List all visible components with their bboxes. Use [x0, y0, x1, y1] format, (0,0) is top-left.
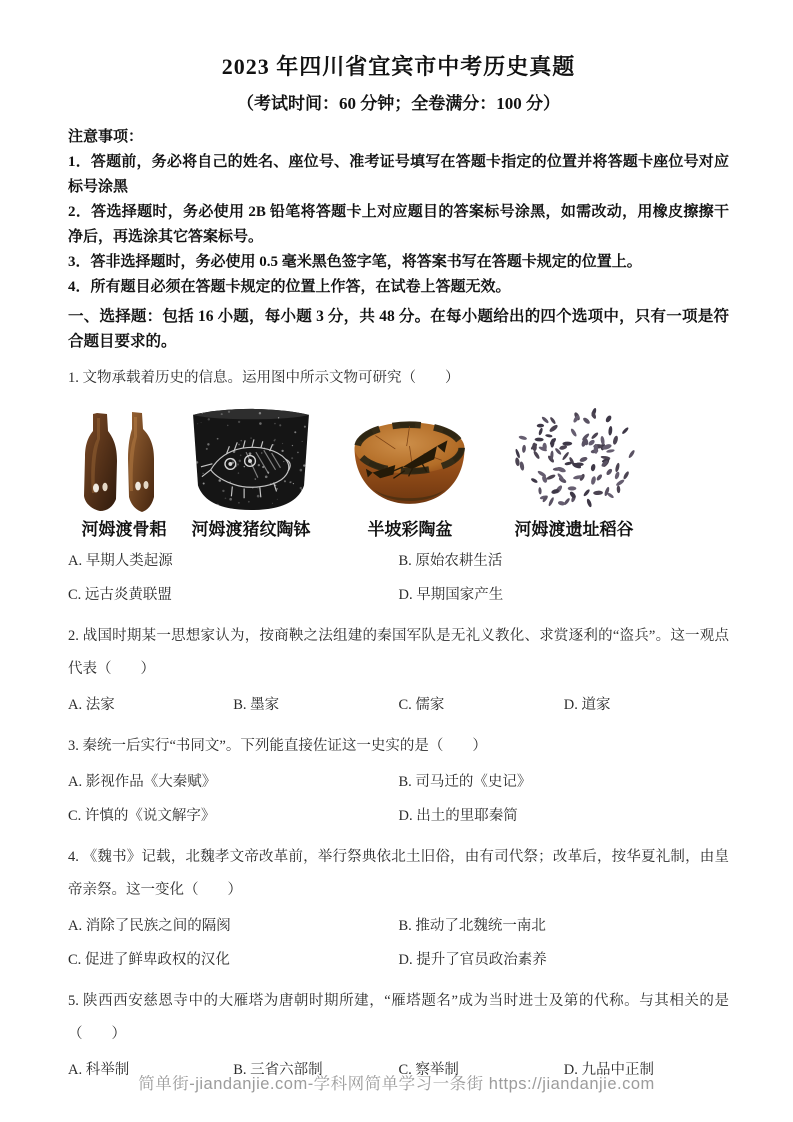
- watermark-footer: 简单街-jiandanjie.com-学科网简单学习一条街 https://jiandanjie.com: [138, 1075, 655, 1093]
- option-2C: C. 儒家: [398, 697, 445, 713]
- question-4-stem: 4. 《魏书》记载，北魏孝文帝改革前，举行祭典依北土旧俗，由有司代祭；改革后，按华夏礼制，由皇帝亲祭。这一变化（ ）: [68, 849, 729, 898]
- question-3-options: [68, 765, 729, 833]
- question-2-stem: 2. 战国时期某一思想家认为，按商鞅之法组建的秦国军队是无礼义教化、求赏逐利的“盗兵”。这一观点代表（ ）: [68, 628, 729, 677]
- option-3D: D. 出土的里耶秦简: [398, 808, 518, 824]
- hemudu-pig-pottery-image: [186, 405, 316, 513]
- option-3A: A. 影视作品《大秦赋》: [68, 774, 217, 790]
- option-5A: A. 科举制: [68, 1062, 130, 1078]
- option-4B: B. 推动了北魏统一南北: [398, 918, 546, 934]
- exam-info: （考试时间：60 分钟；全卷满分：100 分）: [237, 94, 560, 113]
- banpo-painted-basin-image: [346, 417, 474, 513]
- figure-rice-grains: [504, 401, 644, 542]
- option-1B: B. 原始农耕生活: [398, 553, 503, 569]
- option-2B: B. 墨家: [233, 697, 280, 713]
- figure-caption-pig-pot: 河姆渡猪纹陶钵: [191, 520, 311, 539]
- question-1-options: [68, 544, 729, 612]
- notice-item-1: 1．答题前，务必将自己的姓名、座位号、准考证号填写在答题卡指定的位置并将答题卡座位号对应标号涂黑: [68, 154, 729, 195]
- option-3B: B. 司马迁的《史记》: [398, 774, 532, 790]
- option-1A: A. 早期人类起源: [68, 553, 173, 569]
- question-5-stem: 5. 陕西西安慈恩寺中的大雁塔为唐朝时期所建，“雁塔题名”成为当时进士及第的代称。与其相关的是（ ）: [68, 993, 729, 1042]
- notice-item-4: 4．所有题目必须在答题卡规定的位置上作答，在试卷上答题无效。: [68, 279, 511, 295]
- option-2D: D. 道家: [563, 697, 611, 713]
- question-1-stem: 1. 文物承载着历史的信息。运用图中所示文物可研究（ ）: [68, 370, 460, 386]
- option-4D: D. 提升了官员政治素养: [398, 952, 547, 968]
- figure-banpo-basin: [346, 417, 474, 542]
- question-4-options: [68, 909, 729, 977]
- figure-caption-bone-spade: 河姆渡骨耜: [81, 520, 167, 539]
- question-1: [68, 362, 729, 612]
- question-3: [68, 730, 729, 833]
- question-1-figures: [68, 401, 729, 542]
- section-header: 一、选择题：包括 16 小题，每小题 3 分，共 48 分。在每小题给出的四个选项中，只有一项是符合题目要求的。: [68, 308, 729, 350]
- figure-caption-banpo-basin: 半坡彩陶盆: [367, 520, 453, 539]
- hemudu-bone-spade-image: [74, 411, 174, 513]
- option-5B: B. 三省六部制: [233, 1062, 323, 1078]
- option-1D: D. 早期国家产生: [398, 587, 504, 603]
- option-4A: A. 消除了民族之间的隔阂: [68, 918, 231, 934]
- notice-item-3: 3．答非选择题时，务必使用 0.5 毫米黑色签字笔，将答案书写在答题卡规定的位置上。: [68, 254, 642, 270]
- option-2A: A. 法家: [68, 697, 115, 713]
- question-2-options: [68, 688, 729, 722]
- figure-bone-spade: [74, 411, 174, 542]
- question-3-stem: 3. 秦统一后实行“书同文”。下列能直接佐证这一史实的是（ ）: [68, 738, 487, 754]
- question-2: [68, 620, 729, 722]
- notice-header: 注意事项：: [68, 129, 144, 145]
- option-1C: C. 远古炎黄联盟: [68, 587, 172, 603]
- figure-caption-rice-grains: 河姆渡遗址稻谷: [514, 520, 634, 539]
- option-3C: C. 许慎的《说文解字》: [68, 808, 216, 824]
- option-4C: C. 促进了鲜卑政权的汉化: [68, 952, 230, 968]
- question-4: [68, 841, 729, 977]
- notice-item-2: 2．答选择题时，务必使用 2B 铅笔将答题卡上对应题目的答案标号涂黑，如需改动，用橡皮擦擦干净后，再选涂其它答案标号。: [68, 204, 729, 245]
- figure-pig-pot: [186, 405, 316, 542]
- option-5C: C. 察举制: [398, 1062, 459, 1078]
- page-title: 2023 年四川省宜宾市中考历史真题: [221, 54, 576, 79]
- hemudu-rice-grains-image: [504, 401, 644, 513]
- option-5D: D. 九品中正制: [563, 1062, 654, 1078]
